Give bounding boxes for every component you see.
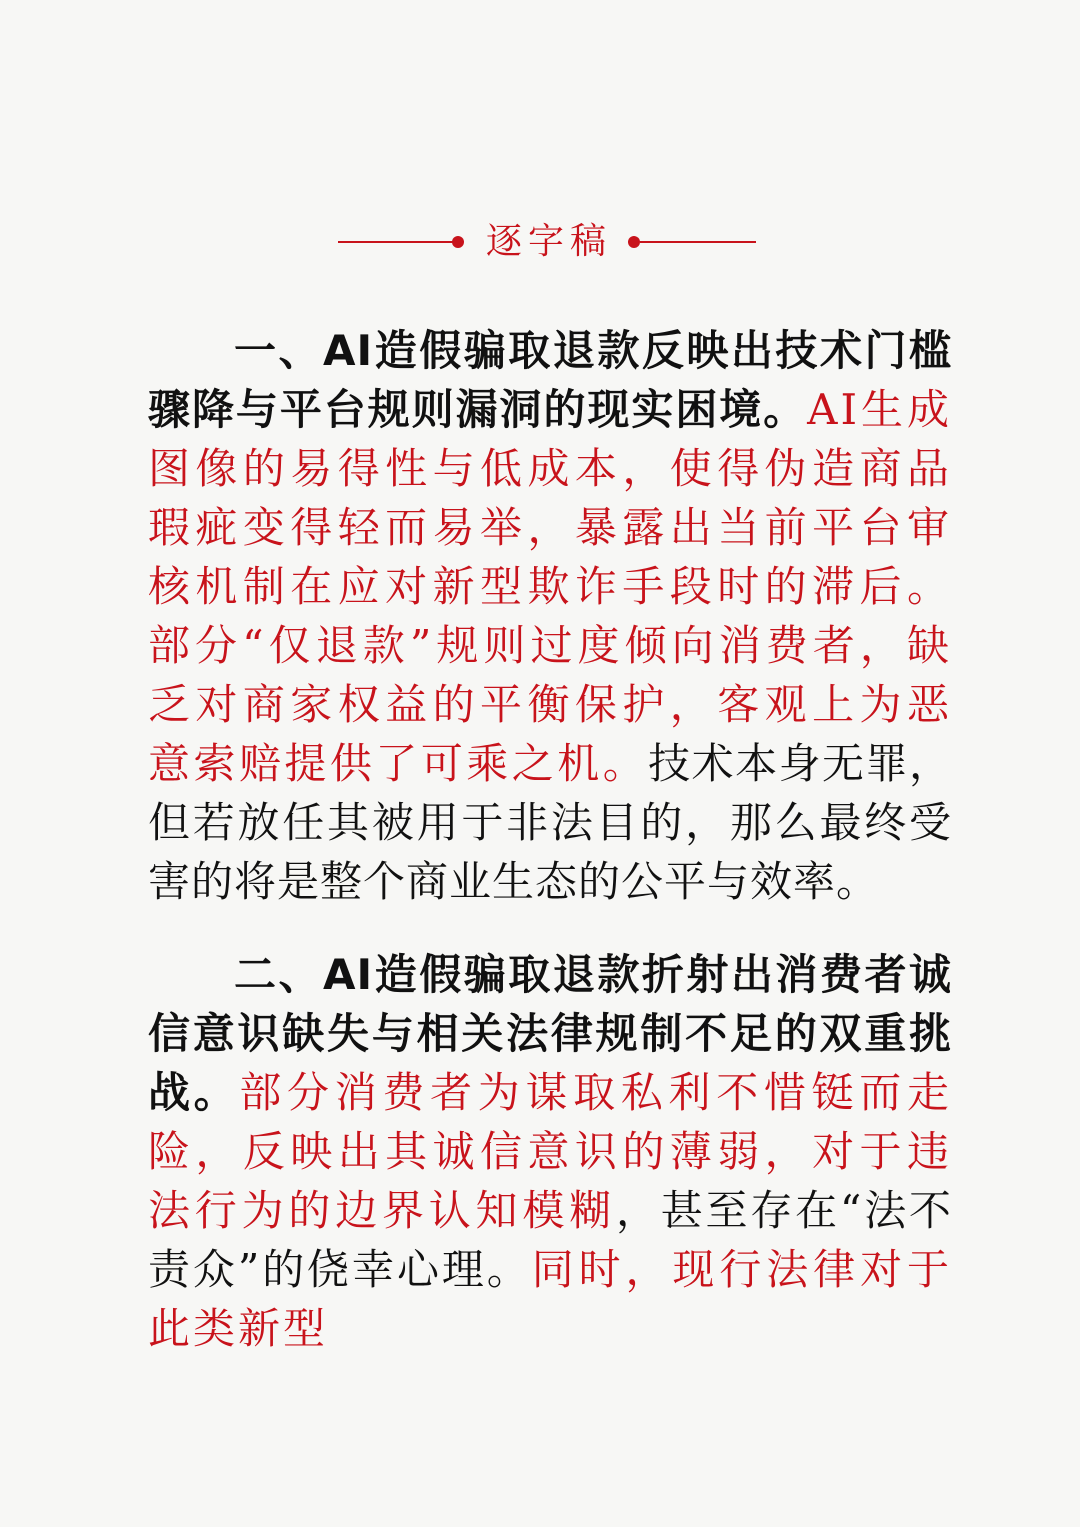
header-divider-left — [338, 241, 454, 243]
header-title: 逐字稿 — [485, 221, 612, 262]
paragraph-1 — [148, 322, 952, 912]
paragraph-1-heading: 一、AI造假骗取退款反映出技术门槛骤降与平台规则漏洞的现实困境。 — [148, 326, 952, 434]
paragraph-2-highlight: 部分消费者为谋取私利不惜铤而走险，反映出其诚信意识的薄弱，对于违法行为的边界认知模糊 — [148, 1068, 952, 1235]
paragraph-2 — [148, 946, 952, 1359]
paragraph-2-heading: 二、AI造假骗取退款折射出消费者诚信意识缺失与相关法律规制不足的双重挑战。 — [148, 950, 952, 1117]
header-dot-left — [452, 236, 464, 248]
paragraph-1-highlight: AI生成图像的易得性与低成本，使得伪造商品瑕疵变得轻而易举，暴露出当前平台审核机制在应对新型欺诈手段时的滞后。部分“仅退款”规则过度倾向消费者，缺乏对商家权益的平衡保护，客观上为恶意索赔提供了可乘之机。 — [148, 385, 952, 788]
header-dot-right — [628, 236, 640, 248]
section-header — [0, 212, 1080, 272]
article-body — [148, 322, 952, 1359]
paragraph-2-highlight-continued: 同时，现行法律对于此类新型 — [148, 1245, 952, 1353]
paragraph-1-body: 技术本身无罪，但若放任其被用于非法目的，那么最终受害的将是整个商业生态的公平与效率。 — [148, 739, 952, 906]
header-divider-right — [640, 241, 756, 243]
paragraph-2-body: ，甚至存在“法不责众”的侥幸心理。 — [148, 1186, 952, 1294]
